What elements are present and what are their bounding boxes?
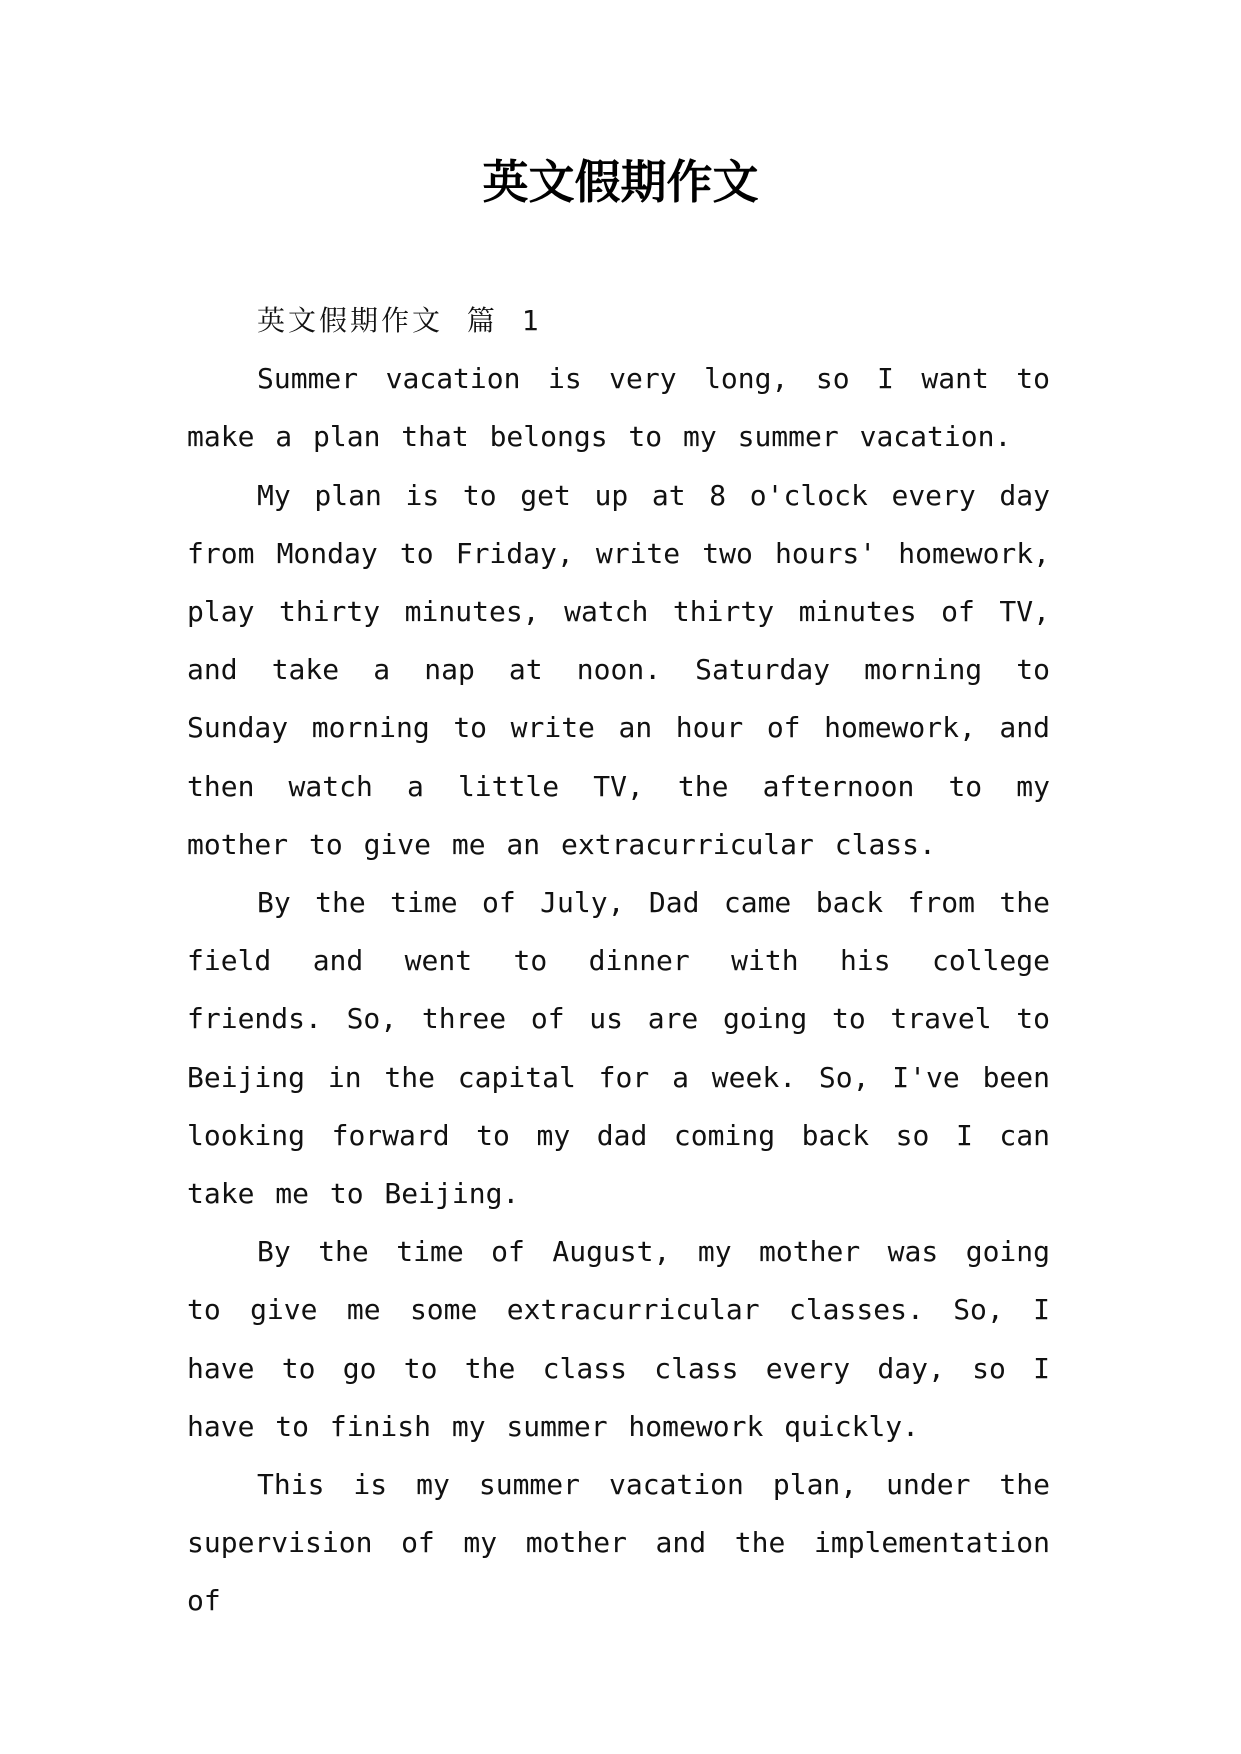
paragraph-4: By the time of August, my mother was going to give me some extracurricular classes. So, I have to go to the class class every day, so I have to finish my summer homework quickly. (187, 1235, 1050, 1443)
paragraph-1: Summer vacation is very long, so I want to make a plan that belongs to my summer vacation. (187, 362, 1050, 454)
paragraph-5: This is my summer vacation plan, under the supervision of my mother and the implementation of (187, 1468, 1050, 1618)
paragraph-2: My plan is to get up at 8 o'clock every day from Monday to Friday, write two hours' homework, play thirty minutes, watch thirty minutes of TV, and take a nap at noon. Saturday morning to Sunday morning to write an hour of homework, and then watch a little TV, the afternoon to my mother to give me an extracurricular class. (187, 478, 1050, 861)
paragraph-3: By the time of July, Dad came back from the field and went to dinner with his college friends. So, three of us are going to travel to Beijing in the capital for a week. So, I've been looking forward to my dad coming back so I can take me to Beijing. (187, 886, 1050, 1211)
document-body (187, 292, 1050, 1631)
section-heading: 英文假期作文 篇 1 (257, 304, 542, 337)
document-title: 英文假期作文 (482, 155, 759, 209)
